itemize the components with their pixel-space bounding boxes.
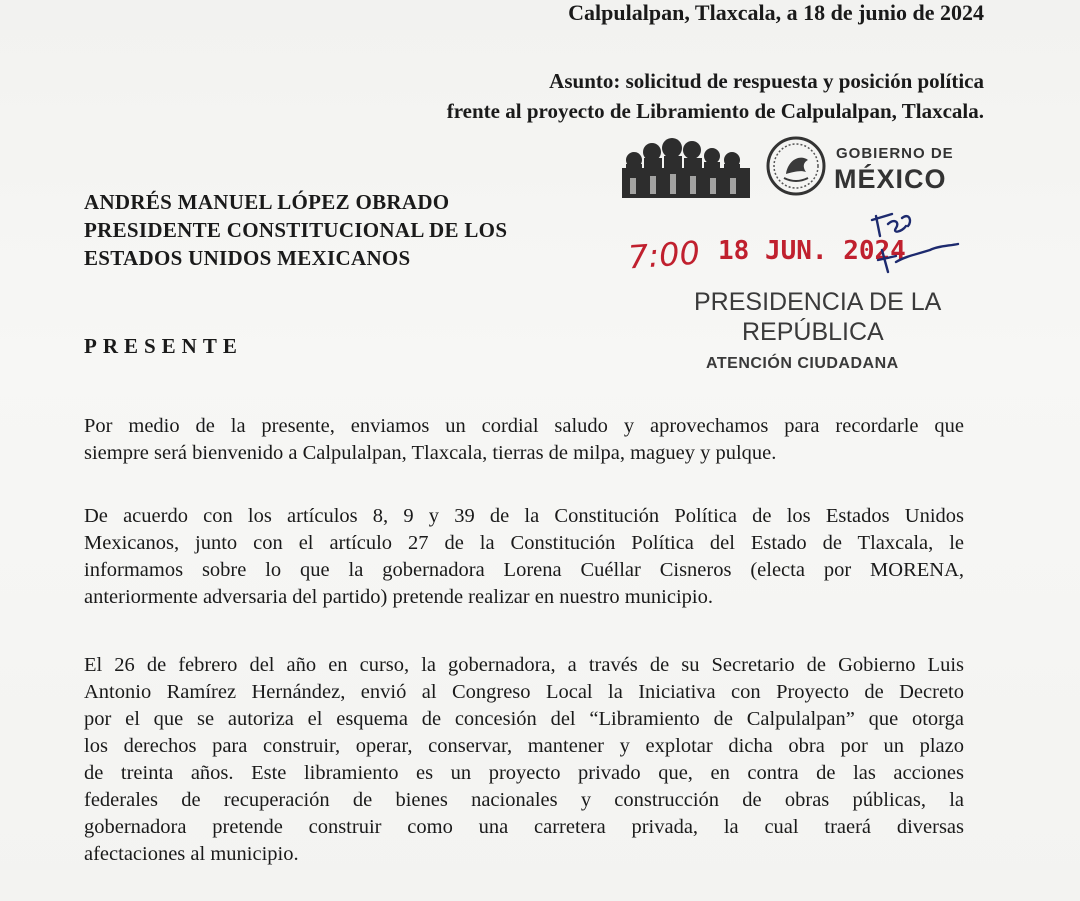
- received-date-stamp: 18 JUN. 2024: [718, 236, 906, 266]
- addressee-block: [84, 188, 507, 272]
- paragraph-line: El 26 de febrero del año en curso, la gobernadora, a través de su Secretario de Gobierno Luis: [84, 654, 964, 676]
- paragraph-line: afectaciones al municipio.: [84, 843, 299, 865]
- paragraph-line: anteriormente adversaria del partido) pretende realizar en nuestro municipio.: [84, 586, 713, 608]
- handwritten-time: 7:00: [626, 233, 702, 277]
- paragraph-line: Mexicanos, junto con el artículo 27 de la Constitución Política del Estado de Tlaxcala, le: [84, 532, 964, 554]
- handwritten-signature: [866, 206, 962, 276]
- office-line-3: ATENCIÓN CIUDADANA: [706, 355, 899, 372]
- addressee-title-1: PRESIDENTE CONSTITUCIONAL DE LOS: [84, 218, 508, 242]
- paragraph-line: De acuerdo con los artículos 8, 9 y 39 de la Constitución Política de los Estados Unidos: [84, 505, 964, 527]
- paragraph-line: federales de recuperación de bienes nacionales y construcción de obras públicas, la: [84, 789, 964, 811]
- addressee-name: ANDRÉS MANUEL LÓPEZ OBRADO: [84, 190, 450, 214]
- paragraph-line: de treinta años. Este libramiento es un proyecto privado que, en contra de las acciones: [84, 762, 964, 784]
- office-line-1: PRESIDENCIA DE LA: [694, 288, 942, 316]
- gobierno-de-label: GOBIERNO DE: [836, 145, 954, 162]
- mexico-label: MÉXICO: [834, 164, 947, 194]
- subject: [447, 66, 984, 126]
- place-date: Calpulalpan, Tlaxcala, a 18 de junio de 2024: [568, 0, 984, 25]
- paragraph-greeting: [84, 413, 964, 467]
- office-line-2: REPÚBLICA: [742, 318, 884, 346]
- paragraph-line: los derechos para construir, operar, conservar, mantener y explotar dicha obra por un plazo: [84, 735, 964, 757]
- paragraph-line: gobernadora pretende construir como una carretera privada, la cual traerá diversas: [84, 816, 964, 838]
- mexico-coat-of-arms-icon: [766, 136, 826, 196]
- paragraph-line: siempre será bienvenido a Calpulalpan, Tlaxcala, tierras de milpa, maguey y pulque.: [84, 442, 777, 464]
- paragraph-legal-basis: [84, 503, 964, 611]
- subject-line-1: Asunto: solicitud de respuesta y posición política: [549, 69, 984, 93]
- salutation-presente: PRESENTE: [84, 334, 243, 358]
- paragraph-initiative: [84, 652, 964, 868]
- subject-line-2: frente al proyecto de Libramiento de Calpulalpan, Tlaxcala.: [446, 99, 984, 123]
- addressee-title-2: ESTADOS UNIDOS MEXICANOS: [84, 246, 411, 270]
- presidential-portraits-logo: [622, 138, 750, 198]
- paragraph-line: Antonio Ramírez Hernández, envió al Congreso Local la Iniciativa con Proyecto de Decreto: [84, 681, 964, 703]
- paragraph-line: por el que se autoriza el esquema de concesión del “Libramiento de Calpulalpan” que otorga: [84, 708, 964, 730]
- paragraph-line: Por medio de la presente, enviamos un cordial saludo y aprovechamos para recordarle que: [84, 415, 964, 437]
- paragraph-line: informamos sobre lo que la gobernadora Lorena Cuéllar Cisneros (electa por MORENA,: [84, 559, 964, 581]
